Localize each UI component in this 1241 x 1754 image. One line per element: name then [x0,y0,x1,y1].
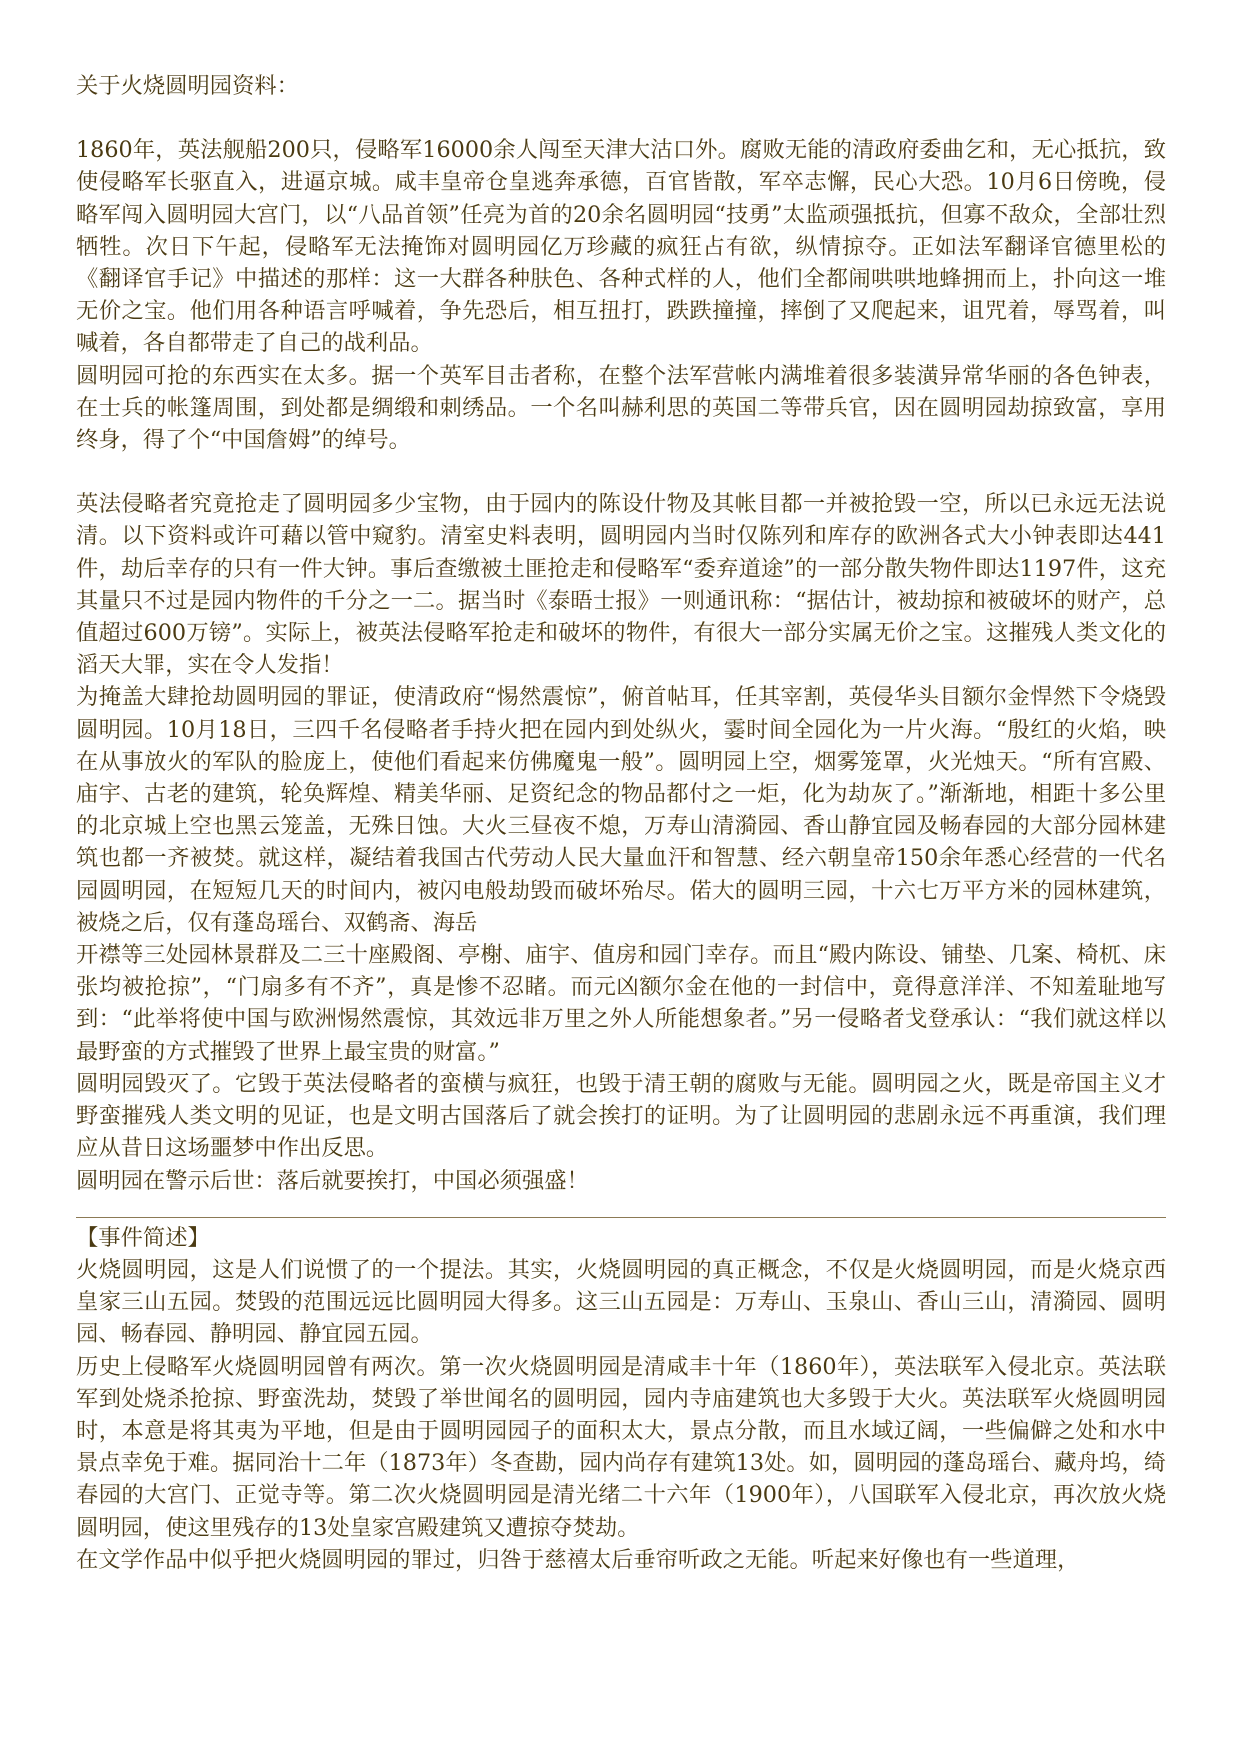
paragraph: 圆明园毁灭了。它毁于英法侵略者的蛮横与疯狂，也毁于清王朝的腐败与无能。圆明园之火，既是帝国主义才野蛮摧残人类文明的见证，也是文明古国落后了就会挨打的证明。为了让圆明园的悲剧永远不再重演，我们理应从昔日这场噩梦中作出反思。 [76,1070,1166,1162]
section-divider [76,1217,1166,1218]
document-title: 关于火烧圆明园资料： [76,73,299,99]
paragraph: 圆明园在警示后世：落后就要挨打，中国必须强盛！ [76,1167,589,1194]
paragraph: 火烧圆明园，这是人们说惯了的一个提法。其实，火烧圆明园的真正概念，不仅是火烧圆明园，而是火烧京西皇家三山五园。焚毁的范围远远比圆明园大得多。这三山五园是：万寿山、玉泉山、香山三山，清漪园、圆明园、畅春园、静明园、静宜园五园。 [76,1256,1166,1348]
paragraph: 在文学作品中似乎把火烧圆明园的罪过，归咎于慈禧太后垂帘听政之无能。听起来好像也有一些道理， [76,1546,1080,1573]
paragraph: 为掩盖大肆抢劫圆明园的罪证，使清政府“惕然震惊”，俯首帖耳，任其宰割，英侵华头目额尔金悍然下令烧毁圆明园。10月18日，三四千名侵略者手持火把在园内到处纵火，霎时间全园化为一片火海。“殷红的火焰，映在从事放火的军队的脸庞上，使他们看起来仿佛魔鬼一般”。圆明园上空，烟雾笼罩，火光烛天。“所有宫殿、庙宇、古老的建筑，轮奂辉煌、精美华丽、足资纪念的物品都付之一炬，化为劫灰了。”渐渐地，相距十多公里的北京城上空也黑云笼盖，无殊日蚀。大火三昼夜不熄，万寿山清漪园、香山静宜园及畅春园的大部分园林建筑也都一齐被焚。就这样，凝结着我国古代劳动人民大量血汗和智慧、经六朝皇帝150余年悉心经营的一代名园圆明园，在短短几天的时间内，被闪电般劫毁而破坏殆尽。偌大的圆明三园，十六七万平方米的园林建筑，被烧之后，仅有蓬岛瑶台、双鹤斋、海岳 [76,684,1166,936]
paragraph: 圆明园可抢的东西实在太多。据一个英军目击者称，在整个法军营帐内满堆着很多装潢异常华丽的各色钟表，在士兵的帐篷周围，到处都是绸缎和刺绣品。一个名叫赫利思的英国二等带兵官，因在圆明园劫掠致富，享用终身，得了个“中国詹姆”的绰号。 [76,362,1166,454]
document-page [76,70,1166,1576]
spacer [76,456,1166,488]
spacer [76,102,1166,134]
paragraph: 开襟等三处园林景群及二三十座殿阁、亭榭、庙宇、值房和园门幸存。而且“殿内陈设、铺垫、几案、椅杌、床张均被抢掠”，“门扇多有不齐”，真是惨不忍睹。而元凶额尔金在他的一封信中，竟得意洋洋、不知羞耻地写到：“此举将使中国与欧洲惕然震惊，其效远非万里之外人所能想象者。”另一侵略者戈登承认：“我们就这样以最野蛮的方式摧毁了世界上最宝贵的财富。” [76,942,1166,1065]
paragraph: 历史上侵略军火烧圆明园曾有两次。第一次火烧圆明园是清咸丰十年（1860年），英法联军入侵北京。英法联军到处烧杀抢掠、野蛮洗劫，焚毁了举世闻名的圆明园，园内寺庙建筑也大多毁于大火。英法联军火烧圆明园时，本意是将其夷为平地，但是由于圆明园园子的面积太大，景点分散，而且水域辽阔，一些偏僻之处和水中景点幸免于难。据同治十二年（1873年）冬查勘，园内尚存有建筑13处。如，圆明园的蓬岛瑶台、藏舟坞，绮春园的大宫门、正觉寺等。第二次火烧圆明园是清光绪二十六年（1900年），八国联军入侵北京，再次放火烧圆明园，使这里残存的13处皇家宫殿建筑又遭掠夺焚劫。 [76,1353,1166,1541]
section-heading: 【事件简述】 [76,1224,210,1251]
paragraph: 英法侵略者究竟抢走了圆明园多少宝物，由于园内的陈设什物及其帐目都一并被抢毁一空，所以已永远无法说清。以下资料或许可藉以管中窥豹。清室史料表明，圆明园内当时仅陈列和库存的欧洲各式大小钟表即达441件，劫后幸存的只有一件大钟。事后查缴被土匪抢走和侵略军“委弃道途”的一部分散失物件即达1197件，这充其量只不过是园内物件的千分之一二。据当时《泰晤士报》一则通讯称：“据估计，被劫掠和被破坏的财产，总值超过600万镑”。实际上，被英法侵略军抢走和破坏的物件，有很大一部分实属无价之宝。这摧残人类文化的滔天大罪，实在令人发指！ [76,491,1166,679]
paragraph: 1860年，英法舰船200只，侵略军16000余人闯至天津大沽口外。腐败无能的清政府委曲乞和，无心抵抗，致使侵略军长驱直入，进逼京城。咸丰皇帝仓皇逃奔承德，百官皆散，军卒志懈，民心大恐。10月6日傍晚，侵略军闯入圆明园大宫门，以“八品首领”任亮为首的20余名圆明园“技勇”太监顽强抵抗，但寡不敌众，全部壮烈牺牲。次日下午起，侵略军无法掩饰对圆明园亿万珍藏的疯狂占有欲，纵情掠夺。正如法军翻译官德里松的《翻译官手记》中描述的那样：这一大群各种肤色、各种式样的人，他们全都闹哄哄地蜂拥而上，扑向这一堆无价之宝。他们用各种语言呼喊着，争先恐后，相互扭打，跌跌撞撞，摔倒了又爬起来，诅咒着，辱骂着，叫喊着，各自都带走了自己的战利品。 [76,137,1166,357]
